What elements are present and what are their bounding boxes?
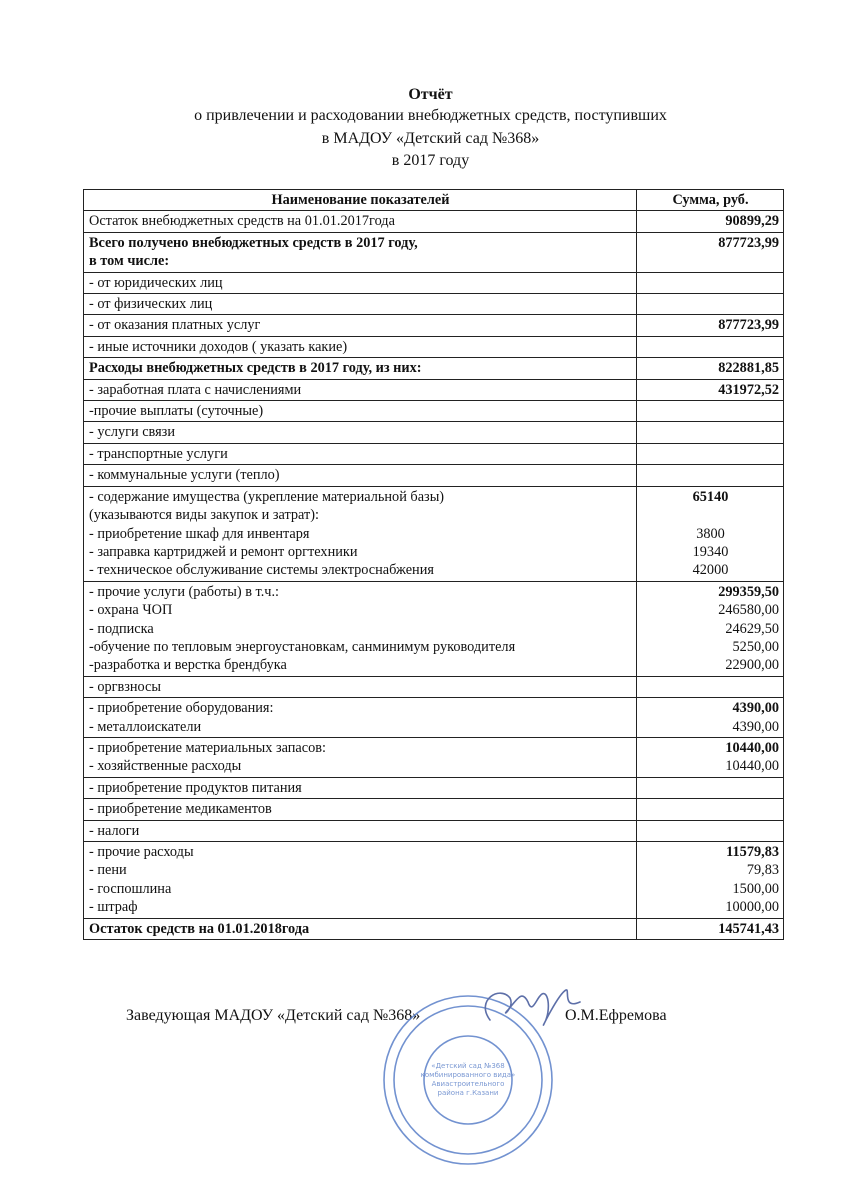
signatory-position: Заведующая МАДОУ «Детский сад №368»: [126, 1007, 421, 1024]
table-header-row: [84, 190, 784, 211]
row-amount-line: 10000,00: [725, 899, 779, 916]
table-row: [84, 379, 784, 400]
row-amount-line: [642, 779, 779, 797]
table-row: [84, 737, 784, 777]
row-name: [84, 799, 637, 820]
row-amount: [637, 336, 784, 357]
row-name-line: - от юридических лиц: [89, 274, 223, 291]
row-amount-line: 4390,00: [732, 700, 779, 717]
row-amount-line: [642, 678, 779, 696]
row-name-line: - приобретение оборудования:: [89, 700, 274, 717]
row-name-line: в том числе:: [89, 253, 170, 270]
row-amount: [637, 443, 784, 464]
row-amount-line: [642, 274, 779, 292]
row-amount-line: [642, 506, 779, 524]
row-amount: [637, 211, 784, 232]
table-row: [84, 443, 784, 464]
row-amount-line: [642, 800, 779, 818]
row-amount: [637, 581, 784, 676]
table-row: [84, 358, 784, 379]
row-name: [84, 486, 637, 581]
row-amount-line: 877723,99: [718, 234, 779, 251]
row-name: [84, 379, 637, 400]
row-amount-line: [642, 338, 779, 356]
report-subtitle-line2: в МАДОУ «Детский сад №368»: [321, 130, 540, 147]
row-amount: [637, 315, 784, 336]
row-amount-line: 877723,99: [718, 317, 779, 334]
table-row: [84, 336, 784, 357]
row-amount-line: 299359,50: [718, 583, 779, 600]
row-name: [84, 232, 637, 272]
row-name-line: - подписка: [89, 620, 154, 637]
row-amount: [637, 358, 784, 379]
row-name: [84, 777, 637, 798]
row-amount: [637, 465, 784, 486]
row-amount: [637, 422, 784, 443]
row-amount-line: 79,83: [746, 862, 779, 879]
row-amount-line: [642, 402, 779, 420]
row-name-line: - прочие расходы: [89, 844, 194, 860]
row-amount-line: 42000: [692, 562, 729, 579]
row-name-line: - заправка картриджей и ремонт оргтехники: [89, 543, 358, 560]
row-name-line: - оргвзносы: [89, 678, 162, 695]
table-row: [84, 777, 784, 798]
table-row: [84, 315, 784, 336]
row-name-line: - транспортные услуги: [89, 445, 228, 462]
stamp-text-line: Авиастроительного: [431, 1080, 505, 1088]
row-amount-line: 1500,00: [732, 880, 779, 897]
row-name-line: - налоги: [89, 822, 140, 839]
row-amount-line: 145741,43: [718, 920, 779, 937]
row-name-line: - хозяйственные расходы: [89, 758, 242, 775]
row-amount: [637, 698, 784, 738]
report-table-body: [84, 211, 784, 940]
row-name-line: Остаток средств на 01.01.2018года: [89, 920, 310, 937]
row-name-line: - от оказания платных услуг: [89, 317, 261, 334]
row-name-line: Расходы внебюджетных средств в 2017 году, из них:: [89, 360, 422, 377]
signature-block: [126, 1007, 667, 1025]
report-subtitle-line1: о привлечении и расходовании внебюджетных средств, поступивших: [194, 107, 667, 124]
row-name-line: - техническое обслуживание системы электроснабжения: [89, 562, 434, 579]
handwritten-signature: [470, 980, 590, 1040]
row-amount: [637, 777, 784, 798]
table-row: [84, 465, 784, 486]
row-name-line: - металлоискатели: [89, 718, 202, 735]
row-name-line: - приобретение медикаментов: [89, 801, 272, 818]
table-row: [84, 581, 784, 676]
row-name-line: - услуги связи: [89, 424, 175, 441]
row-amount: [637, 486, 784, 581]
row-amount: [637, 272, 784, 293]
row-name: [84, 465, 637, 486]
row-amount-line: [642, 445, 779, 463]
row-name-line: -разработка и верстка брендбука: [89, 657, 287, 674]
row-name-line: - штраф: [89, 899, 138, 916]
row-amount-line: [642, 822, 779, 840]
row-name-line: - содержание имущества (укрепление материальной базы): [89, 488, 445, 505]
row-amount: [637, 294, 784, 315]
table-row: [84, 698, 784, 738]
row-name-line: - охрана ЧОП: [89, 602, 173, 619]
row-amount-line: 65140: [692, 488, 729, 505]
row-amount-line: 3800: [696, 525, 725, 542]
row-name-line: - от физических лиц: [89, 296, 213, 313]
table-row: [84, 211, 784, 232]
table-row: [84, 820, 784, 841]
row-name-line: - прочие услуги (работы) в т.ч.:: [89, 583, 280, 600]
stamp-text-line: «Детский сад №368: [431, 1062, 505, 1070]
row-amount: [637, 799, 784, 820]
row-name: [84, 581, 637, 676]
row-name-line: - пени: [89, 862, 127, 879]
row-name-line: (указываются виды закупок и затрат):: [89, 507, 319, 524]
row-amount-line: 10440,00: [725, 739, 779, 756]
report-title: Отчёт: [408, 86, 453, 103]
row-name: [84, 401, 637, 422]
row-name-line: -прочие выплаты (суточные): [89, 403, 264, 420]
row-amount: [637, 737, 784, 777]
row-name: [84, 336, 637, 357]
row-name: [84, 443, 637, 464]
signatory-name: О.М.Ефремова: [565, 1007, 667, 1024]
row-name-line: - приобретение продуктов питания: [89, 779, 302, 796]
row-name-line: - заработная плата с начислениями: [89, 381, 302, 398]
report-table: [83, 189, 784, 940]
row-amount-line: 11579,83: [726, 844, 779, 860]
row-name: [84, 422, 637, 443]
row-name: [84, 820, 637, 841]
table-row: [84, 272, 784, 293]
stamp-text-line: комбинированного вида»: [420, 1071, 516, 1079]
table-row: [84, 842, 784, 919]
row-name: [84, 272, 637, 293]
row-name-line: - приобретение шкаф для инвентаря: [89, 525, 310, 542]
table-row: [84, 232, 784, 272]
row-name-line: -обучение по тепловым энергоустановкам, санминимум руководителя: [89, 638, 516, 655]
row-amount: [637, 820, 784, 841]
report-subtitle-line3: в 2017 году: [391, 152, 470, 169]
table-row: [84, 422, 784, 443]
table-row: [84, 918, 784, 939]
row-amount-line: 24629,50: [725, 620, 779, 637]
row-amount-line: 90899,29: [725, 213, 779, 230]
row-amount-line: [642, 423, 779, 441]
column-header-name: Наименование показателей: [84, 190, 637, 211]
row-amount-line: 431972,52: [718, 381, 779, 398]
row-name-line: - госпошлина: [89, 880, 172, 897]
row-amount: [637, 918, 784, 939]
row-name: [84, 358, 637, 379]
row-amount-line: 22900,00: [725, 657, 779, 674]
row-name: [84, 842, 637, 919]
table-row: [84, 486, 784, 581]
row-amount: [637, 676, 784, 697]
row-name: [84, 315, 637, 336]
row-amount: [637, 232, 784, 272]
row-name-line: - коммунальные услуги (тепло): [89, 467, 280, 484]
row-name: [84, 294, 637, 315]
row-name-line: Остаток внебюджетных средств на 01.01.2017года: [89, 213, 395, 230]
row-amount-line: 19340: [692, 543, 729, 560]
table-row: [84, 799, 784, 820]
row-name-line: Всего получено внебюджетных средств в 2017 году,: [89, 234, 418, 251]
row-name: [84, 918, 637, 939]
row-amount-line: 822881,85: [718, 360, 779, 377]
row-amount: [637, 379, 784, 400]
row-amount-line: 246580,00: [718, 602, 779, 619]
row-name: [84, 676, 637, 697]
table-row: [84, 401, 784, 422]
row-amount-line: 5250,00: [732, 638, 779, 655]
table-row: [84, 294, 784, 315]
stamp-text-line: района г.Казани: [437, 1089, 499, 1097]
row-name-line: - приобретение материальных запасов:: [89, 739, 326, 756]
row-name: [84, 698, 637, 738]
row-amount-line: [642, 295, 779, 313]
row-amount: [637, 842, 784, 919]
row-amount-line: 4390,00: [732, 718, 779, 735]
table-row: [84, 676, 784, 697]
column-header-sum: Сумма, руб.: [637, 190, 784, 211]
row-amount: [637, 401, 784, 422]
row-amount-line: [642, 466, 779, 484]
row-name: [84, 737, 637, 777]
row-name: [84, 211, 637, 232]
row-amount-line: 10440,00: [725, 758, 779, 775]
row-name-line: - иные источники доходов ( указать какие): [89, 338, 348, 355]
